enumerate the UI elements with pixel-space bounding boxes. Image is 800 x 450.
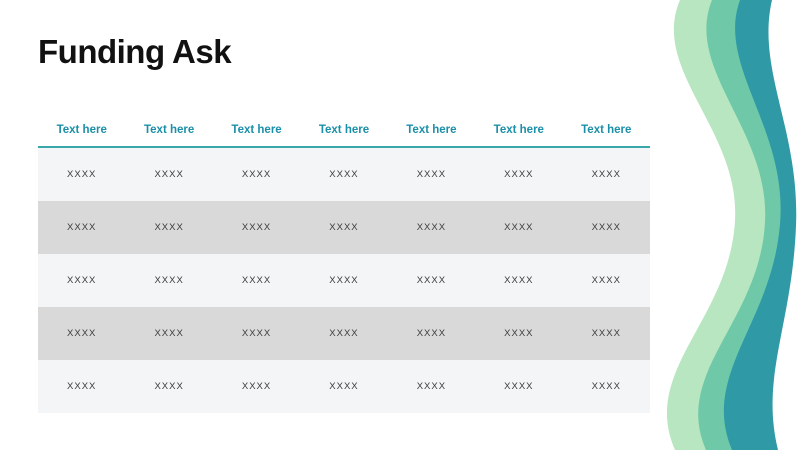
table-row xyxy=(38,254,650,307)
column-header-1: Text here xyxy=(38,118,125,147)
table-container xyxy=(38,118,650,413)
table-cell: XXXX xyxy=(125,254,212,307)
table-cell: XXXX xyxy=(38,360,125,413)
table-cell: XXXX xyxy=(388,201,475,254)
table-cell: XXXX xyxy=(38,254,125,307)
table-cell: XXXX xyxy=(388,147,475,201)
table-cell: XXXX xyxy=(563,360,650,413)
table-row xyxy=(38,360,650,413)
table-cell: XXXX xyxy=(38,147,125,201)
table-cell: XXXX xyxy=(300,147,387,201)
table-cell: XXXX xyxy=(388,307,475,360)
table-cell: XXXX xyxy=(125,360,212,413)
table-body xyxy=(38,147,650,413)
column-header-2: Text here xyxy=(125,118,212,147)
table-cell: XXXX xyxy=(475,201,562,254)
table-cell: XXXX xyxy=(300,201,387,254)
table-header xyxy=(38,118,650,147)
table-cell: XXXX xyxy=(563,254,650,307)
table-cell: XXXX xyxy=(213,201,300,254)
table-cell: XXXX xyxy=(475,360,562,413)
table-cell: XXXX xyxy=(300,307,387,360)
table-cell: XXXX xyxy=(388,360,475,413)
table-row xyxy=(38,307,650,360)
table-cell: XXXX xyxy=(563,147,650,201)
table-row xyxy=(38,201,650,254)
wave-layer-dark xyxy=(724,0,800,450)
table-cell: XXXX xyxy=(475,307,562,360)
table-cell: XXXX xyxy=(563,307,650,360)
table-cell: XXXX xyxy=(125,147,212,201)
table-cell: XXXX xyxy=(213,360,300,413)
table-cell: XXXX xyxy=(38,201,125,254)
table-cell: XXXX xyxy=(300,360,387,413)
table-cell: XXXX xyxy=(563,201,650,254)
table-cell: XXXX xyxy=(213,147,300,201)
table-cell: XXXX xyxy=(213,307,300,360)
page-title: Funding Ask xyxy=(38,33,232,70)
table-cell: XXXX xyxy=(38,307,125,360)
column-header-5: Text here xyxy=(388,118,475,147)
table-cell: XXXX xyxy=(125,307,212,360)
column-header-7: Text here xyxy=(563,118,650,147)
wave-layer-mid xyxy=(698,0,800,450)
table-cell: XXXX xyxy=(125,201,212,254)
wave-layer-white xyxy=(768,0,800,450)
table-cell: XXXX xyxy=(213,254,300,307)
wave-layer-light xyxy=(667,0,800,450)
table-cell: XXXX xyxy=(475,254,562,307)
table-cell: XXXX xyxy=(300,254,387,307)
table-row xyxy=(38,147,650,201)
column-header-4: Text here xyxy=(300,118,387,147)
data-table xyxy=(38,118,650,413)
column-header-3: Text here xyxy=(213,118,300,147)
table-header-row xyxy=(38,118,650,147)
column-header-6: Text here xyxy=(475,118,562,147)
table-cell: XXXX xyxy=(388,254,475,307)
table-cell: XXXX xyxy=(475,147,562,201)
